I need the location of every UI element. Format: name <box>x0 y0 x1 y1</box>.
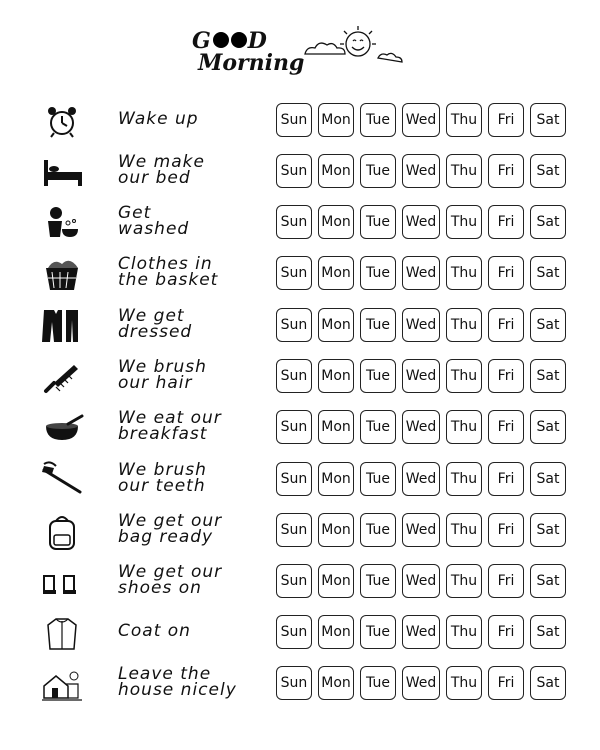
day-box-sun[interactable]: Sun <box>276 513 312 547</box>
routine-row <box>0 660 600 712</box>
title-good-d: D <box>247 28 268 54</box>
task-label-line1: We eat our <box>118 408 222 428</box>
day-boxes <box>276 410 566 444</box>
task-label-line1: Wake up <box>118 109 199 129</box>
day-box-wed[interactable]: Wed <box>402 256 440 290</box>
routine-row <box>0 250 600 302</box>
washing-child-icon <box>38 203 86 243</box>
task-label-line1: Clothes in <box>118 254 213 274</box>
day-box-tue[interactable]: Tue <box>360 256 396 290</box>
task-label <box>118 205 268 237</box>
day-box-wed[interactable]: Wed <box>402 359 440 393</box>
day-box-tue[interactable]: Tue <box>360 666 396 700</box>
day-box-fri[interactable]: Fri <box>488 666 524 700</box>
task-label-line2: our bed <box>118 168 191 188</box>
day-box-sun[interactable]: Sun <box>276 615 312 649</box>
day-box-mon[interactable]: Mon <box>318 615 354 649</box>
day-box-thu[interactable]: Thu <box>446 513 482 547</box>
day-box-thu[interactable]: Thu <box>446 308 482 342</box>
day-box-sat[interactable]: Sat <box>530 103 566 137</box>
day-box-fri[interactable]: Fri <box>488 103 524 137</box>
routine-row <box>0 456 600 508</box>
day-box-wed[interactable]: Wed <box>402 513 440 547</box>
day-box-thu[interactable]: Thu <box>446 256 482 290</box>
day-box-thu[interactable]: Thu <box>446 615 482 649</box>
day-box-tue[interactable]: Tue <box>360 205 396 239</box>
day-box-mon[interactable]: Mon <box>318 205 354 239</box>
toothbrush-icon <box>38 460 86 500</box>
routine-row <box>0 404 600 456</box>
backpack-icon <box>38 511 86 551</box>
day-box-sun[interactable]: Sun <box>276 666 312 700</box>
day-box-tue[interactable]: Tue <box>360 359 396 393</box>
task-label-line2: breakfast <box>118 424 208 444</box>
day-box-tue[interactable]: Tue <box>360 154 396 188</box>
day-boxes <box>276 359 566 393</box>
eye-left-icon <box>213 32 229 48</box>
day-box-sat[interactable]: Sat <box>530 666 566 700</box>
task-label-line2: our teeth <box>118 476 206 496</box>
day-boxes <box>276 564 566 598</box>
day-box-fri[interactable]: Fri <box>488 410 524 444</box>
day-box-sun[interactable]: Sun <box>276 359 312 393</box>
task-label-line1: We make <box>118 152 205 172</box>
day-box-thu[interactable]: Thu <box>446 103 482 137</box>
day-box-fri[interactable]: Fri <box>488 359 524 393</box>
day-box-mon[interactable]: Mon <box>318 410 354 444</box>
header <box>0 0 600 90</box>
day-box-sat[interactable]: Sat <box>530 308 566 342</box>
routine-row <box>0 507 600 559</box>
routine-row <box>0 302 600 354</box>
day-box-sat[interactable]: Sat <box>530 256 566 290</box>
day-box-tue[interactable]: Tue <box>360 462 396 496</box>
house-icon <box>38 664 86 704</box>
day-box-wed[interactable]: Wed <box>402 103 440 137</box>
task-label <box>118 623 268 639</box>
day-box-thu[interactable]: Thu <box>446 359 482 393</box>
task-label-line2: our hair <box>118 373 193 393</box>
task-label <box>118 513 268 545</box>
task-label-line1: We get our <box>118 511 223 531</box>
day-box-sun[interactable]: Sun <box>276 564 312 598</box>
day-box-tue[interactable]: Tue <box>360 513 396 547</box>
day-box-wed[interactable]: Wed <box>402 615 440 649</box>
task-label-line1: Get <box>118 203 152 223</box>
task-label-line1: Leave the <box>118 664 212 684</box>
day-box-tue[interactable]: Tue <box>360 410 396 444</box>
day-box-thu[interactable]: Thu <box>446 462 482 496</box>
day-box-wed[interactable]: Wed <box>402 205 440 239</box>
day-box-fri[interactable]: Fri <box>488 615 524 649</box>
day-box-thu[interactable]: Thu <box>446 205 482 239</box>
day-box-sun[interactable]: Sun <box>276 154 312 188</box>
day-box-wed[interactable]: Wed <box>402 666 440 700</box>
day-box-mon[interactable]: Mon <box>318 462 354 496</box>
task-label-line2: shoes on <box>118 578 202 598</box>
clothes-icon <box>38 306 86 346</box>
day-box-fri[interactable]: Fri <box>488 154 524 188</box>
day-box-sun[interactable]: Sun <box>276 256 312 290</box>
day-box-tue[interactable]: Tue <box>360 615 396 649</box>
day-box-fri[interactable]: Fri <box>488 513 524 547</box>
day-box-sat[interactable]: Sat <box>530 615 566 649</box>
task-label <box>118 154 268 186</box>
day-box-thu[interactable]: Thu <box>446 410 482 444</box>
task-label-line1: We brush <box>118 357 207 377</box>
day-box-sun[interactable]: Sun <box>276 462 312 496</box>
day-box-sun[interactable]: Sun <box>276 103 312 137</box>
day-box-fri[interactable]: Fri <box>488 462 524 496</box>
task-label <box>118 564 268 596</box>
alarm-clock-icon <box>38 101 86 141</box>
day-box-mon[interactable]: Mon <box>318 564 354 598</box>
day-box-wed[interactable]: Wed <box>402 308 440 342</box>
day-box-thu[interactable]: Thu <box>446 564 482 598</box>
day-box-wed[interactable]: Wed <box>402 154 440 188</box>
day-box-mon[interactable]: Mon <box>318 103 354 137</box>
task-label <box>118 666 268 698</box>
comb-icon <box>38 357 86 397</box>
day-boxes <box>276 308 566 342</box>
task-label-line2: house nicely <box>118 680 237 700</box>
day-box-fri[interactable]: Fri <box>488 308 524 342</box>
task-label <box>118 410 268 442</box>
task-label <box>118 462 268 494</box>
day-box-sat[interactable]: Sat <box>530 359 566 393</box>
shoes-icon <box>38 562 86 602</box>
day-box-mon[interactable]: Mon <box>318 513 354 547</box>
coat-icon <box>38 613 86 653</box>
day-box-mon[interactable]: Mon <box>318 308 354 342</box>
day-boxes <box>276 462 566 496</box>
day-box-thu[interactable]: Thu <box>446 666 482 700</box>
task-label-line2: washed <box>118 219 190 239</box>
routine-row <box>0 353 600 405</box>
day-box-fri[interactable]: Fri <box>488 564 524 598</box>
task-label-line2: dressed <box>118 322 193 342</box>
day-box-mon[interactable]: Mon <box>318 256 354 290</box>
routine-row <box>0 199 600 251</box>
routine-row <box>0 558 600 610</box>
task-label-line2: bag ready <box>118 527 214 547</box>
task-label <box>118 308 268 340</box>
day-box-tue[interactable]: Tue <box>360 308 396 342</box>
day-box-wed[interactable]: Wed <box>402 410 440 444</box>
day-boxes <box>276 615 566 649</box>
day-box-thu[interactable]: Thu <box>446 154 482 188</box>
day-box-tue[interactable]: Tue <box>360 564 396 598</box>
routine-row <box>0 609 600 661</box>
cereal-bowl-icon <box>38 408 86 448</box>
eye-right-icon <box>231 32 247 48</box>
task-label-line1: We get <box>118 306 185 326</box>
day-box-sat[interactable]: Sat <box>530 564 566 598</box>
day-box-sat[interactable]: Sat <box>530 205 566 239</box>
laundry-basket-icon <box>38 254 86 294</box>
day-box-fri[interactable]: Fri <box>488 256 524 290</box>
task-label <box>118 111 268 127</box>
title-good-g: G <box>192 28 212 54</box>
day-boxes <box>276 205 566 239</box>
day-box-wed[interactable]: Wed <box>402 462 440 496</box>
day-box-sun[interactable]: Sun <box>276 308 312 342</box>
routine-row <box>0 148 600 200</box>
day-box-mon[interactable]: Mon <box>318 666 354 700</box>
title-morning: Morning <box>198 50 305 76</box>
task-label-line1: We brush <box>118 460 207 480</box>
bed-icon <box>38 152 86 192</box>
day-boxes <box>276 103 566 137</box>
day-box-sat[interactable]: Sat <box>530 410 566 444</box>
day-box-sun[interactable]: Sun <box>276 205 312 239</box>
day-boxes <box>276 256 566 290</box>
day-box-sat[interactable]: Sat <box>530 462 566 496</box>
day-box-sat[interactable]: Sat <box>530 154 566 188</box>
day-box-fri[interactable]: Fri <box>488 205 524 239</box>
day-box-wed[interactable]: Wed <box>402 564 440 598</box>
day-box-mon[interactable]: Mon <box>318 359 354 393</box>
day-boxes <box>276 513 566 547</box>
day-boxes <box>276 154 566 188</box>
task-label <box>118 256 268 288</box>
sun-cloud-icon <box>300 22 410 72</box>
day-box-tue[interactable]: Tue <box>360 103 396 137</box>
day-box-sat[interactable]: Sat <box>530 513 566 547</box>
task-label-line2: the basket <box>118 270 219 290</box>
task-label-line1: Coat on <box>118 621 191 641</box>
day-box-mon[interactable]: Mon <box>318 154 354 188</box>
task-label-line1: We get our <box>118 562 223 582</box>
day-box-sun[interactable]: Sun <box>276 410 312 444</box>
routine-row <box>0 97 600 149</box>
task-label <box>118 359 268 391</box>
day-boxes <box>276 666 566 700</box>
